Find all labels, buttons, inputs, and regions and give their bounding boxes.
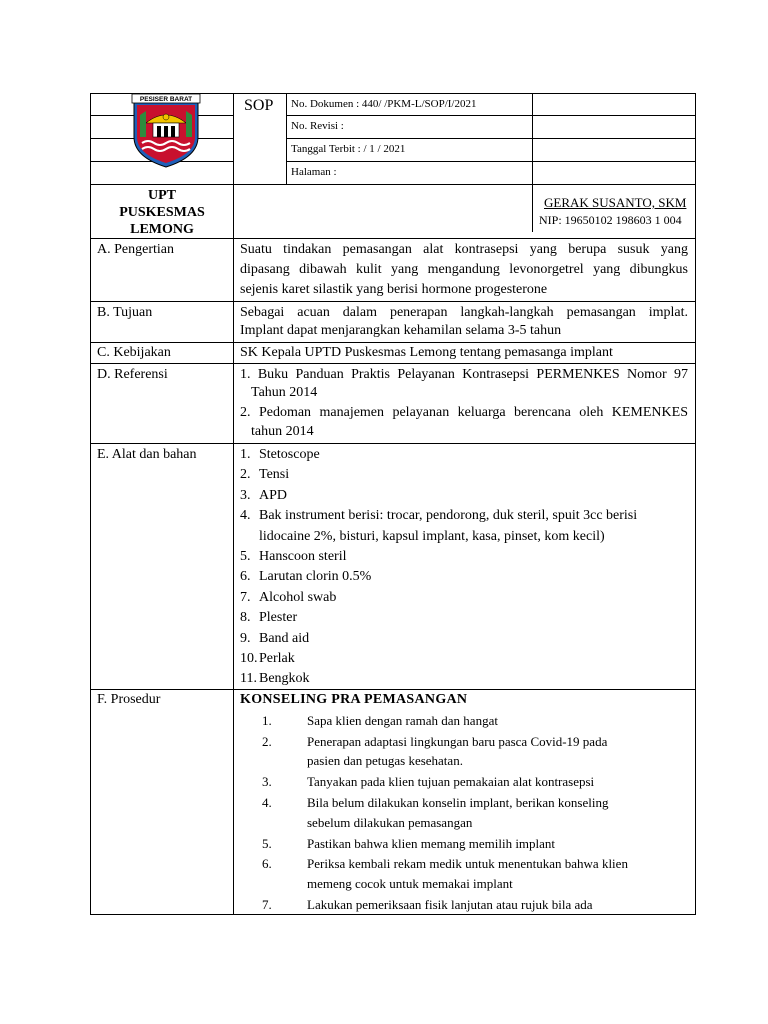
- step-text: Lakukan pemeriksaan fisik lanjutan atau rujuk bila ada: [307, 897, 593, 912]
- alat-item: Perlak: [259, 651, 295, 666]
- org-line-1: UPT: [148, 188, 176, 203]
- step-num: 5.: [262, 836, 272, 851]
- alat-label: E. Alat dan bahan: [97, 447, 197, 462]
- alat-item: Bengkok: [259, 671, 310, 686]
- alat-item: Hanscoon steril: [259, 549, 347, 564]
- no-dokumen: No. Dokumen : 440/ /PKM-L/SOP/I/2021: [291, 98, 477, 110]
- alat-item-cont: lidocaine 2%, bisturi, kapsul implant, kasa, pinset, kom kecil): [259, 529, 605, 544]
- kebijakan-text: SK Kepala UPTD Puskesmas Lemong tentang pemasanga implant: [240, 345, 613, 360]
- pengertian-label: A. Pengertian: [97, 242, 174, 257]
- alat-num: 3.: [240, 488, 251, 503]
- step-text: Sapa klien dengan ramah dan hangat: [307, 713, 498, 728]
- referensi-item-2: 2. Pedoman manajemen pelayanan keluarga berencana oleh KEMENKES: [240, 405, 688, 420]
- alat-num: 1.: [240, 447, 251, 462]
- pengertian-line-1: Suatu tindakan pemasangan alat kontrasepsi yang berupa susuk yang: [240, 242, 688, 257]
- step-num: 2.: [262, 734, 272, 749]
- prosedur-heading: KONSELING PRA PEMASANGAN: [240, 692, 468, 707]
- referensi-item-2-cont: tahun 2014: [251, 424, 314, 439]
- prosedur-label: F. Prosedur: [97, 692, 161, 707]
- alat-num: 9.: [240, 631, 251, 646]
- step-text: Tanyakan pada klien tujuan pemakaian alat kontrasepsi: [307, 774, 595, 789]
- step-text-cont: sebelum dilakukan pemasangan: [307, 815, 473, 830]
- step-text: Periksa kembali rekam medik untuk menentukan bahwa klien: [307, 856, 628, 871]
- org-line-3: LEMONG: [130, 222, 194, 237]
- tujuan-label: B. Tujuan: [97, 305, 153, 320]
- alat-item: Stetoscope: [259, 447, 320, 462]
- organization-name: [91, 187, 233, 238]
- alat-item: Alcohol swab: [259, 590, 337, 605]
- step-num: 7.: [262, 897, 272, 912]
- signer-name: GERAK SUSANTO, SKM: [544, 195, 687, 210]
- step-num: 3.: [262, 774, 272, 789]
- pesisir-barat-emblem: [128, 93, 204, 169]
- tanggal-terbit: Tanggal Terbit : / 1 / 2021: [291, 143, 406, 155]
- pengertian-line-3: sejenis karet silastik yang berisi hormone progesterone: [240, 282, 548, 297]
- alat-num: 8.: [240, 610, 251, 625]
- referensi-label: D. Referensi: [97, 367, 168, 382]
- alat-item: Tensi: [259, 467, 290, 482]
- step-num: 6.: [262, 856, 272, 871]
- alat-num: 10.: [240, 651, 258, 666]
- step-num: 1.: [262, 713, 272, 728]
- alat-num: 11.: [240, 671, 257, 686]
- step-num: 4.: [262, 795, 272, 810]
- alat-num: 7.: [240, 590, 251, 605]
- no-revisi: No. Revisi :: [291, 120, 344, 132]
- tujuan-line-2: Implant dapat menjarangkan kehamilan selama 3-5 tahun: [240, 323, 562, 338]
- step-text: Pastikan bahwa klien memang memilih implant: [307, 836, 556, 851]
- alat-item: APD: [259, 488, 288, 503]
- alat-item: Bak instrument berisi: trocar, pendorong, duk steril, spuit 3cc berisi: [259, 508, 638, 523]
- tujuan-line-1: Sebagai acuan dalam penerapan langkah-langkah pemasangan implat.: [240, 305, 688, 320]
- alat-num: 2.: [240, 467, 251, 482]
- alat-num: 5.: [240, 549, 251, 564]
- logo-banner-text: PESISER BARAT: [139, 96, 193, 103]
- signer-nip: NIP: 19650102 198603 1 004: [539, 213, 682, 227]
- alat-item: Larutan clorin 0.5%: [259, 569, 372, 584]
- alat-num: 6.: [240, 569, 251, 584]
- referensi-item-1-cont: Tahun 2014: [251, 385, 318, 400]
- step-text: Penerapan adaptasi lingkungan baru pasca Covid-19 pada: [307, 734, 608, 749]
- alat-num: 4.: [240, 508, 251, 523]
- referensi-item-1: 1. Buku Panduan Praktis Pelayanan Kontrasepsi PERMENKES Nomor 97: [240, 367, 688, 382]
- halaman: Halaman :: [291, 166, 337, 178]
- pengertian-line-2: dipasang dibawah kulit yang mengandung levonorgetrel yang dibungkus: [240, 262, 688, 277]
- alat-item: Band aid: [259, 631, 310, 646]
- step-text: Bila belum dilakukan konselin implant, berikan konseling: [307, 795, 609, 810]
- alat-item: Plester: [259, 610, 298, 625]
- step-text-cont: pasien dan petugas kesehatan.: [307, 753, 463, 768]
- sop-label: SOP: [244, 97, 274, 114]
- org-line-2: PUSKESMAS: [119, 205, 205, 220]
- step-text-cont: memeng cocok untuk memakai implant: [307, 876, 513, 891]
- kebijakan-label: C. Kebijakan: [97, 345, 171, 360]
